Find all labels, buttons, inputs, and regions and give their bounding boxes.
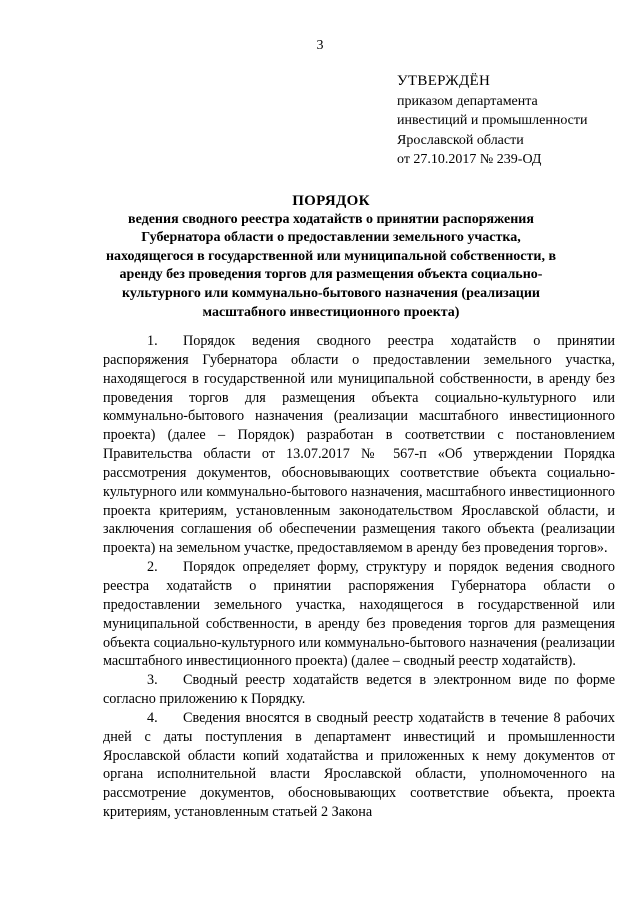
paragraph-1 [103, 332, 615, 558]
approval-heading: УТВЕРЖДЁН [397, 73, 491, 89]
document-subtitle: ведения сводного реестра ходатайств о принятии распоряжения Губернатора области о предоставлении земельного участка, находящегося в государственной или муниципальной собственности, в аренду без проведения торгов для размещения объекта социально-культурного или коммунально-бытового назначения (реализации масштабного инвестиционного проекта) [105, 211, 557, 320]
paragraph-2 [103, 558, 615, 671]
document-title: ПОРЯДОК [292, 193, 370, 209]
paragraph-number: 4. [147, 709, 158, 726]
approval-line: от 27.10.2017 № 239-ОД [397, 152, 542, 167]
paragraph-text: Порядок определяет форму, структуру и порядок ведения сводного реестра ходатайств о принятии распоряжения Губернатора области о предоставлении земельного участка, находящегося в государственной или муниципальной собственности, в аренду без проведения торгов для размещения объекта социально-культурного или коммунально-бытового назначения (реализации масштабного инвестиционного проекта) (далее – сводный реестр ходатайств). [103, 559, 615, 670]
paragraph-text: Сводный реестр ходатайств ведется в электронном виде по форме согласно приложению к Порядку. [103, 672, 615, 708]
paragraph-text: Сведения вносятся в сводный реестр ходатайств в течение 8 рабочих дней с даты поступления в департамент инвестиций и промышленности Ярославской области копий ходатайства и приложенных к нему документов от органа исполнительной власти Ярославской области, уполномоченного на рассмотрение документов, обосновывающих соответствие объекта, проекта критериям, установленным статьей 2 Закона [103, 709, 615, 821]
paragraph-number: 1. [147, 333, 158, 349]
approval-line: Ярославской области [397, 132, 524, 148]
paragraph-number: 2. [147, 559, 158, 576]
approval-line: инвестиций и промышленности [397, 113, 588, 128]
paragraph-3 [103, 671, 615, 709]
paragraph-number: 3. [147, 672, 158, 689]
document-title-block [100, 192, 562, 322]
document-body [103, 332, 615, 822]
paragraph-4 [103, 709, 615, 822]
approval-line: приказом департамента [397, 93, 538, 109]
paragraph-text: Порядок ведения сводного реестра ходатайств о принятии распоряжения Губернатора области о предоставлении земельного участка, находящегося в государственной или муниципальной собственности, в аренду без проведения торгов для размещения объекта социально-культурного или коммунально-бытового назначения (реализации масштабного инвестиционного проекта) (далее – Порядок) разработан в соответствии с постановлением Правительства области от 13.07.2017 № 567-п «Об утверждении Порядка рассмотрения документов, обосновывающих соответствие объекта социально-культурного или коммунально-бытового назначения, масштабного инвестиционного проекта критериям, установленным законодательством Ярославской области, и заключения соглашения об обеспечении размещения такого объекта (реализации проекта) на земельном участке, предоставляемом в аренду без проведения торгов». [103, 333, 615, 557]
approval-stamp [397, 72, 632, 170]
page-number: 3 [316, 38, 324, 53]
